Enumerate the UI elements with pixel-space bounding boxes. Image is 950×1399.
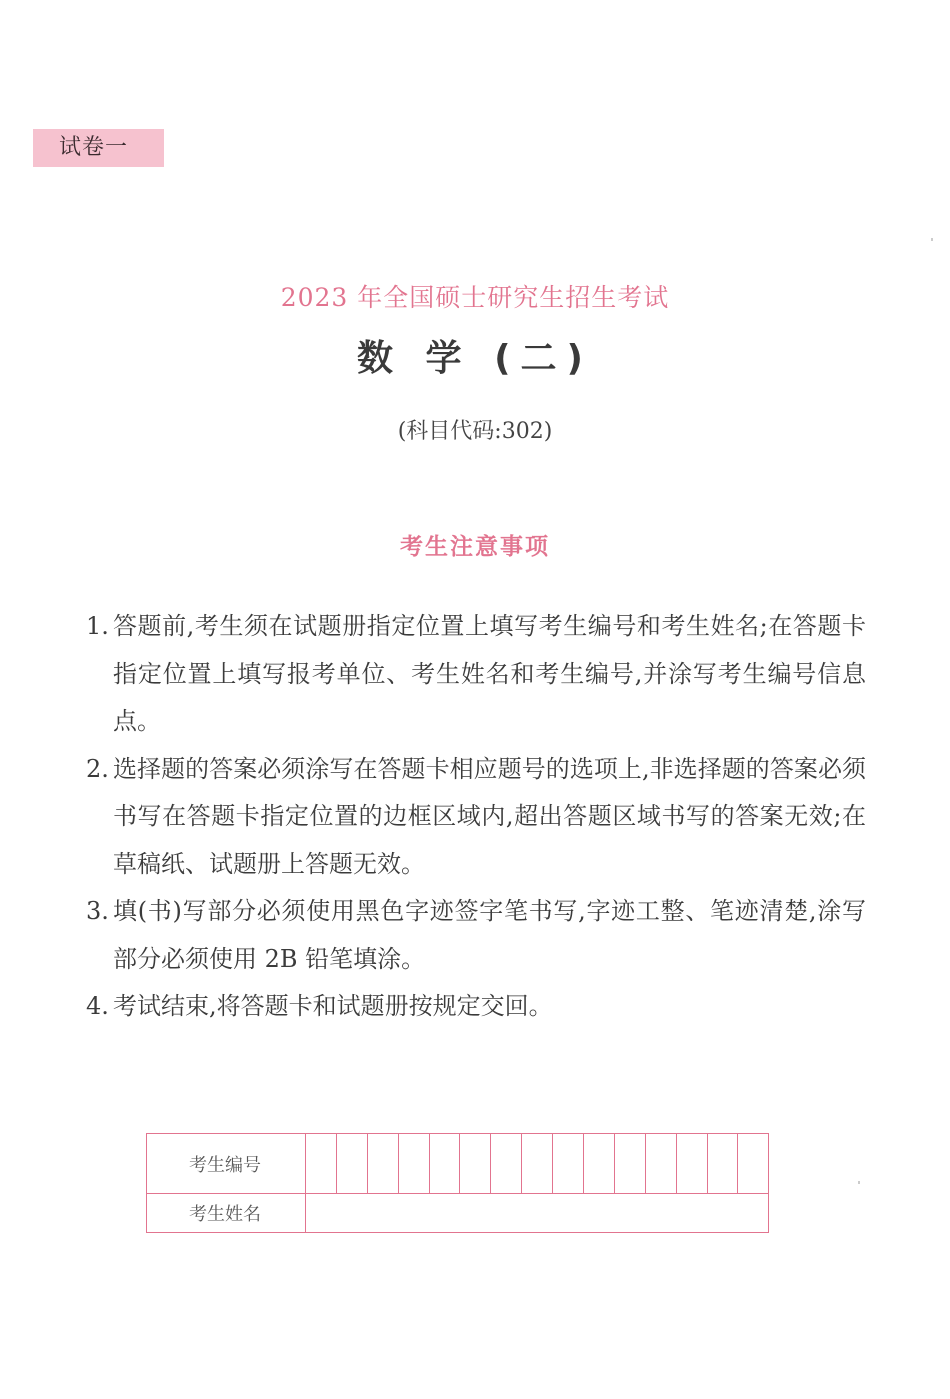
notice-text: 选择题的答案必须涂写在答题卡相应题号的选项上,非选择题的答案必须书写在答题卡指定位置的边框区域内,超出答题区域书写的答案无效;在草稿纸、试题册上答题无效。 [113,754,866,878]
margin-mark [931,238,933,241]
paper-label: 试卷一 [33,129,164,167]
candidate-number-digit-box[interactable] [491,1134,522,1194]
notice-number: 4. [86,992,109,1020]
subject-title: 数 学 (二) [357,338,593,379]
candidate-number-digit-box[interactable] [707,1134,738,1194]
candidate-number-digit-box[interactable] [306,1134,337,1194]
notice-heading: 考生注意事项 [400,534,550,560]
notice-text: 考试结束,将答题卡和试题册按规定交回。 [113,992,553,1020]
candidate-number-digit-box[interactable] [584,1134,615,1194]
candidate-number-digit-box[interactable] [398,1134,429,1194]
notice-text: 填(书)写部分必须使用黑色字迹签字笔书写,字迹工整、笔迹清楚,涂写部分必须使用 2B 铅笔填涂。 [113,897,866,973]
exam-title: 2023 年全国硕士研究生招生考试 [280,283,670,312]
candidate-number-digit-box[interactable] [522,1134,553,1194]
candidate-info-table [146,1133,769,1233]
subject-code: (科目代码:302) [397,419,553,444]
candidate-name-row [147,1194,769,1233]
candidate-number-digit-box[interactable] [676,1134,707,1194]
candidate-number-digit-box[interactable] [645,1134,676,1194]
notice-number: 3. [86,897,109,925]
candidate-number-label: 考生编号 [147,1134,306,1194]
candidate-number-digit-box[interactable] [553,1134,584,1194]
candidate-number-row [147,1134,769,1194]
notice-item-2 [86,746,866,889]
candidate-number-digit-box[interactable] [614,1134,645,1194]
candidate-name-field[interactable] [306,1194,769,1233]
notice-number: 1. [86,612,109,640]
margin-mark [858,1181,860,1184]
candidate-number-digit-box[interactable] [367,1134,398,1194]
candidate-number-digit-box[interactable] [460,1134,491,1194]
notice-item-1 [86,603,866,746]
notice-item-3 [86,888,866,983]
candidate-name-label: 考生姓名 [147,1194,306,1233]
notice-item-4 [86,983,866,1031]
candidate-number-digit-box[interactable] [738,1134,769,1194]
notice-number: 2. [86,754,109,783]
notice-list [86,603,866,1031]
notice-text: 答题前,考生须在试题册指定位置上填写考生编号和考生姓名;在答题卡指定位置上填写报考单位、考生姓名和考生编号,并涂写考生编号信息点。 [113,612,866,735]
candidate-number-digit-box[interactable] [429,1134,460,1194]
candidate-number-digit-box[interactable] [336,1134,367,1194]
